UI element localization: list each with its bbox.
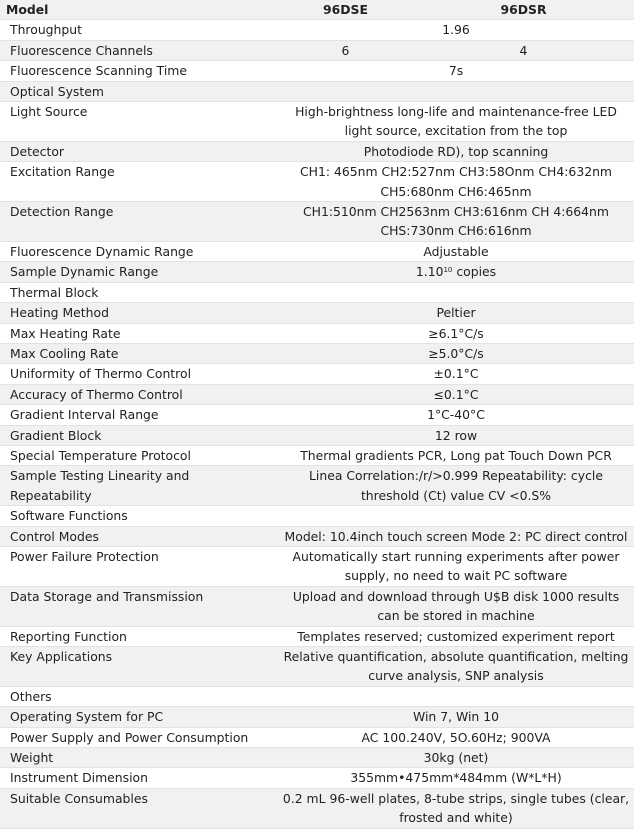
spec-label: Key Applications bbox=[0, 647, 278, 687]
spec-label: Suitable Consumables bbox=[0, 788, 278, 828]
table-row bbox=[0, 727, 634, 747]
spec-label: Detection Range bbox=[0, 202, 278, 242]
spec-label: Fluorescence Dynamic Range bbox=[0, 241, 278, 261]
header-row bbox=[0, 0, 634, 20]
spec-value-96dsr: 4 bbox=[413, 40, 634, 60]
table-row bbox=[0, 546, 634, 586]
spec-value: 1.96 bbox=[278, 20, 634, 40]
spec-value: ≥6.1°C/s bbox=[278, 323, 634, 343]
table-row bbox=[0, 323, 634, 343]
table-row bbox=[0, 262, 634, 282]
table-row bbox=[0, 707, 634, 727]
spec-label: Software Functions bbox=[0, 506, 278, 526]
table-row bbox=[0, 445, 634, 465]
table-row bbox=[0, 647, 634, 687]
spec-label: Light Source bbox=[0, 102, 278, 142]
spec-label: Optical System bbox=[0, 81, 278, 101]
spec-value: AC 100.240V, 5O.60Hz; 900VA bbox=[278, 727, 634, 747]
spec-label: Weight bbox=[0, 748, 278, 768]
spec-value: Model: 10.4inch touch screen Mode 2: PC direct control bbox=[278, 526, 634, 546]
table-row bbox=[0, 586, 634, 626]
table-row bbox=[0, 686, 634, 706]
value-exponent: 10 bbox=[443, 266, 453, 275]
spec-label: Excitation Range bbox=[0, 162, 278, 202]
table-row bbox=[0, 526, 634, 546]
spec-value: High-brightness long-life and maintenance-free LED light source, excitation from the top bbox=[278, 102, 634, 142]
spec-value: 355mm•475mm*484mm (W*L*H) bbox=[278, 768, 634, 788]
spec-value: 0.2 mL 96-well plates, 8-tube strips, single tubes (clear, frosted and white) bbox=[278, 788, 634, 828]
spec-label: Max Cooling Rate bbox=[0, 343, 278, 363]
spec-value: 7s bbox=[278, 61, 634, 81]
spec-value bbox=[278, 686, 634, 706]
table-row bbox=[0, 343, 634, 363]
spec-value: Upload and download through U$B disk 1000 results can be stored in machine bbox=[278, 586, 634, 626]
spec-value: Linea Correlation:/r/>0.999 Repeatability: cycle threshold (Ct) value CV <0.S% bbox=[278, 466, 634, 506]
spec-label: Fluorescence Channels bbox=[0, 40, 278, 60]
spec-value: Photodiode RD), top scanning bbox=[278, 141, 634, 161]
table-row bbox=[0, 81, 634, 101]
spec-label: Max Heating Rate bbox=[0, 323, 278, 343]
spec-label: Others bbox=[0, 686, 278, 706]
spec-label: Detector bbox=[0, 141, 278, 161]
spec-value: CH1:510nm CH2563nm CH3:616nm CH 4:664nm CHS:730nm CH6:616nm bbox=[278, 202, 634, 242]
table-row bbox=[0, 241, 634, 261]
table-row bbox=[0, 425, 634, 445]
spec-table-body bbox=[0, 20, 634, 828]
table-row bbox=[0, 626, 634, 646]
spec-value: Templates reserved; customized experiment report bbox=[278, 626, 634, 646]
spec-value: Relative quantification, absolute quantification, melting curve analysis, SNP analysis bbox=[278, 647, 634, 687]
spec-label: Instrument Dimension bbox=[0, 768, 278, 788]
spec-label: Accuracy of Thermo Control bbox=[0, 384, 278, 404]
spec-label: Power Supply and Power Consumption bbox=[0, 727, 278, 747]
value-base: 1.10 bbox=[415, 264, 444, 280]
table-row bbox=[0, 162, 634, 202]
table-row bbox=[0, 506, 634, 526]
table-row bbox=[0, 282, 634, 302]
spec-value-96dse: 6 bbox=[278, 40, 413, 60]
spec-value bbox=[278, 506, 634, 526]
spec-value: Adjustable bbox=[278, 241, 634, 261]
spec-value: Thermal gradients PCR, Long pat Touch Down PCR bbox=[278, 445, 634, 465]
table-row bbox=[0, 102, 634, 142]
spec-value: ≥5.0°C/s bbox=[278, 343, 634, 363]
spec-label: Throughput bbox=[0, 20, 278, 40]
spec-value bbox=[278, 81, 634, 101]
spec-value: 12 row bbox=[278, 425, 634, 445]
spec-value: 30kg (net) bbox=[278, 748, 634, 768]
spec-label: Thermal Block bbox=[0, 282, 278, 302]
table-row bbox=[0, 364, 634, 384]
model-96dsr-header: 96DSR bbox=[413, 0, 634, 20]
model-96dse-header: 96DSE bbox=[278, 0, 413, 20]
table-row bbox=[0, 202, 634, 242]
spec-label: Gradient Block bbox=[0, 425, 278, 445]
spec-value bbox=[278, 282, 634, 302]
value-unit: copies bbox=[452, 264, 497, 280]
table-row bbox=[0, 788, 634, 828]
spec-label: Fluorescence Scanning Time bbox=[0, 61, 278, 81]
spec-label: Data Storage and Transmission bbox=[0, 586, 278, 626]
spec-label: Control Modes bbox=[0, 526, 278, 546]
spec-value: Automatically start running experiments after power supply, no need to wait PC software bbox=[278, 546, 634, 586]
table-row bbox=[0, 466, 634, 506]
spec-label: Uniformity of Thermo Control bbox=[0, 364, 278, 384]
table-row bbox=[0, 405, 634, 425]
spec-label: Operating System for PC bbox=[0, 707, 278, 727]
spec-label: Heating Method bbox=[0, 303, 278, 323]
spec-value: ≤0.1°C bbox=[278, 384, 634, 404]
table-row bbox=[0, 303, 634, 323]
table-row bbox=[0, 384, 634, 404]
spec-label: Sample Dynamic Range bbox=[0, 262, 278, 282]
spec-label: Reporting Function bbox=[0, 626, 278, 646]
spec-value: Peltier bbox=[278, 303, 634, 323]
spec-label: Power Failure Protection bbox=[0, 546, 278, 586]
spec-label: Special Temperature Protocol bbox=[0, 445, 278, 465]
table-row bbox=[0, 768, 634, 788]
table-row bbox=[0, 748, 634, 768]
spec-value: ±0.1°C bbox=[278, 364, 634, 384]
spec-value: CH1: 465nm CH2:527nm CH3:58Onm CH4:632nm CH5:680nm CH6:465nm bbox=[278, 162, 634, 202]
spec-label: Gradient Interval Range bbox=[0, 405, 278, 425]
table-row bbox=[0, 20, 634, 40]
table-row bbox=[0, 61, 634, 81]
spec-value: Win 7, Win 10 bbox=[278, 707, 634, 727]
spec-value: 1°C-40°C bbox=[278, 405, 634, 425]
model-header: Model bbox=[0, 0, 278, 20]
spec-label: Sample Testing Linearity and Repeatability bbox=[0, 466, 278, 506]
table-row bbox=[0, 40, 634, 60]
table-row bbox=[0, 141, 634, 161]
spec-value bbox=[278, 262, 634, 282]
